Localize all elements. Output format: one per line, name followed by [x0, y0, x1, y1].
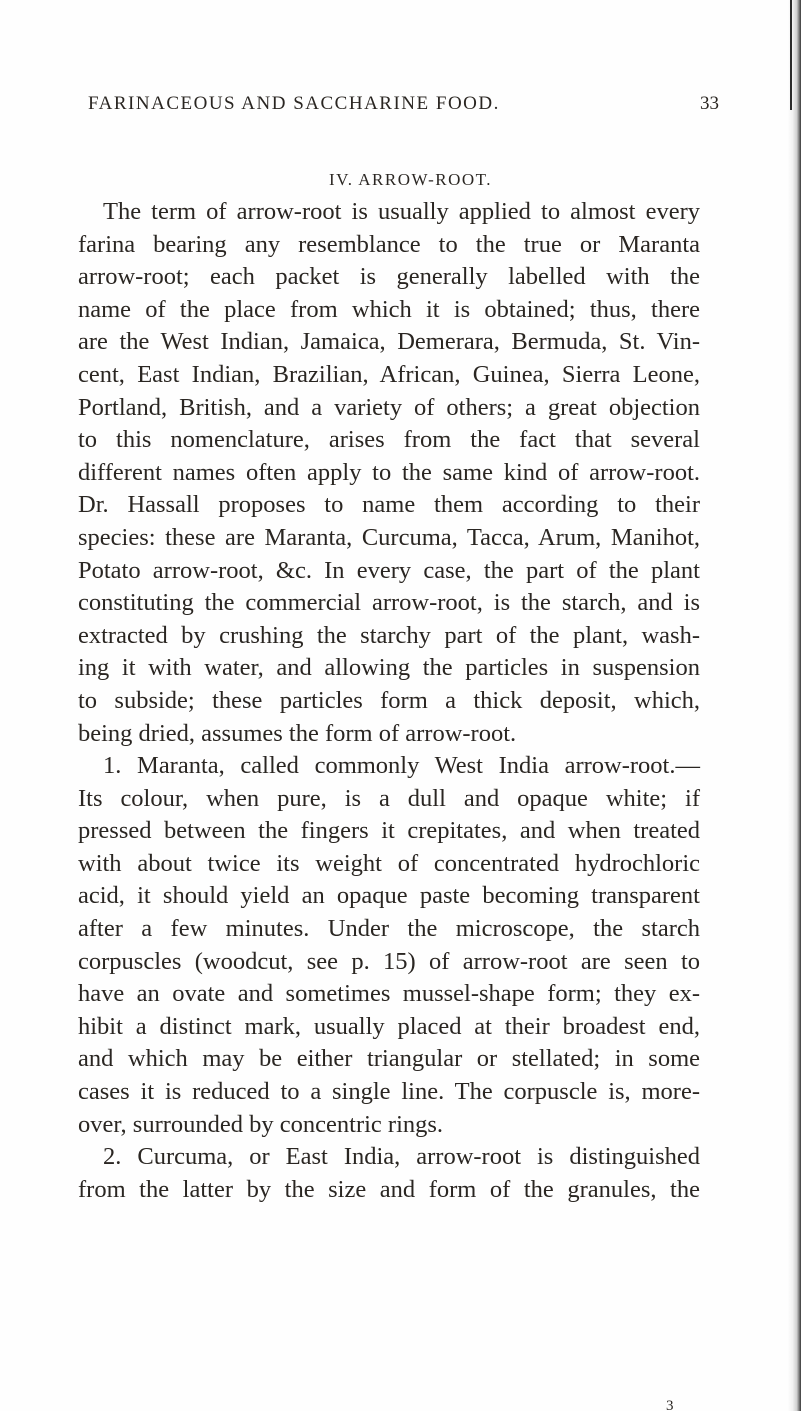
text-line: from the latter by the size and form of the granules, the	[78, 1175, 700, 1203]
text-line: cent, East Indian, Brazilian, African, Guinea, Sierra Leone,	[78, 360, 700, 388]
text-line: to this nomenclature, arises from the fact that several	[78, 426, 700, 454]
text-line: 1. Maranta, called commonly West India arrow-root.—	[103, 752, 700, 780]
text-line: corpuscles (woodcut, see p. 15) of arrow-root are seen to	[78, 947, 700, 975]
text-line: arrow-root; each packet is generally labelled with the	[78, 263, 700, 291]
running-head: FARINACEOUS AND SACCHARINE FOOD.	[88, 93, 500, 114]
text-line: ing it with water, and allowing the particles in suspension	[78, 654, 700, 682]
text-line: constituting the commercial arrow-root, is the starch, and is	[78, 589, 700, 617]
text-line: different names often apply to the same kind of arrow-root.	[78, 458, 700, 486]
text-line: acid, it should yield an opaque paste becoming transparent	[78, 882, 700, 910]
text-line: cases it is reduced to a single line. The corpuscle is, more-	[78, 1078, 700, 1106]
text-line: after a few minutes. Under the microscope, the starch	[78, 915, 700, 943]
text-line: The term of arrow-root is usually applied to almost every	[103, 198, 700, 225]
text-line: Its colour, when pure, is a dull and opaque white; if	[78, 784, 700, 812]
text-line: to subside; these particles form a thick deposit, which,	[78, 686, 700, 714]
page-edge-shadow	[787, 0, 801, 1411]
page-number: 33	[700, 93, 719, 114]
text-line: and which may be either triangular or stellated; in some	[78, 1045, 700, 1073]
text-line: with about twice its weight of concentrated hydrochloric	[78, 849, 700, 877]
text-line: pressed between the fingers it crepitates, and when treated	[78, 817, 700, 845]
section-title: IV. ARROW-ROOT.	[328, 170, 493, 189]
text-line: 2. Curcuma, or East India, arrow-root is distinguished	[103, 1143, 700, 1171]
text-line: extracted by crushing the starchy part of the plant, wash-	[78, 621, 700, 649]
text-line: are the West Indian, Jamaica, Demerara, Bermuda, St. Vin-	[78, 328, 700, 356]
page-edge-mark	[790, 0, 792, 110]
text-line: have an ovate and sometimes mussel-shape form; they ex-	[78, 980, 700, 1008]
text-line: Potato arrow-root, &c. In every case, the part of the plant	[78, 556, 700, 584]
text-line: Portland, British, and a variety of others; a great objection	[78, 393, 700, 421]
signature-mark: 3	[666, 1398, 674, 1414]
body-text	[78, 196, 700, 1206]
text-line: over, surrounded by concentric rings.	[78, 1110, 444, 1138]
text-line: hibit a distinct mark, usually placed at their broadest end,	[78, 1012, 700, 1040]
text-line: species: these are Maranta, Curcuma, Tacca, Arum, Manihot,	[78, 523, 700, 551]
text-line: name of the place from which it is obtained; thus, there	[78, 295, 700, 323]
text-line: farina bearing any resemblance to the true or Maranta	[78, 230, 700, 258]
text-line: Dr. Hassall proposes to name them according to their	[78, 491, 700, 519]
text-line: being dried, assumes the form of arrow-root.	[78, 719, 517, 747]
